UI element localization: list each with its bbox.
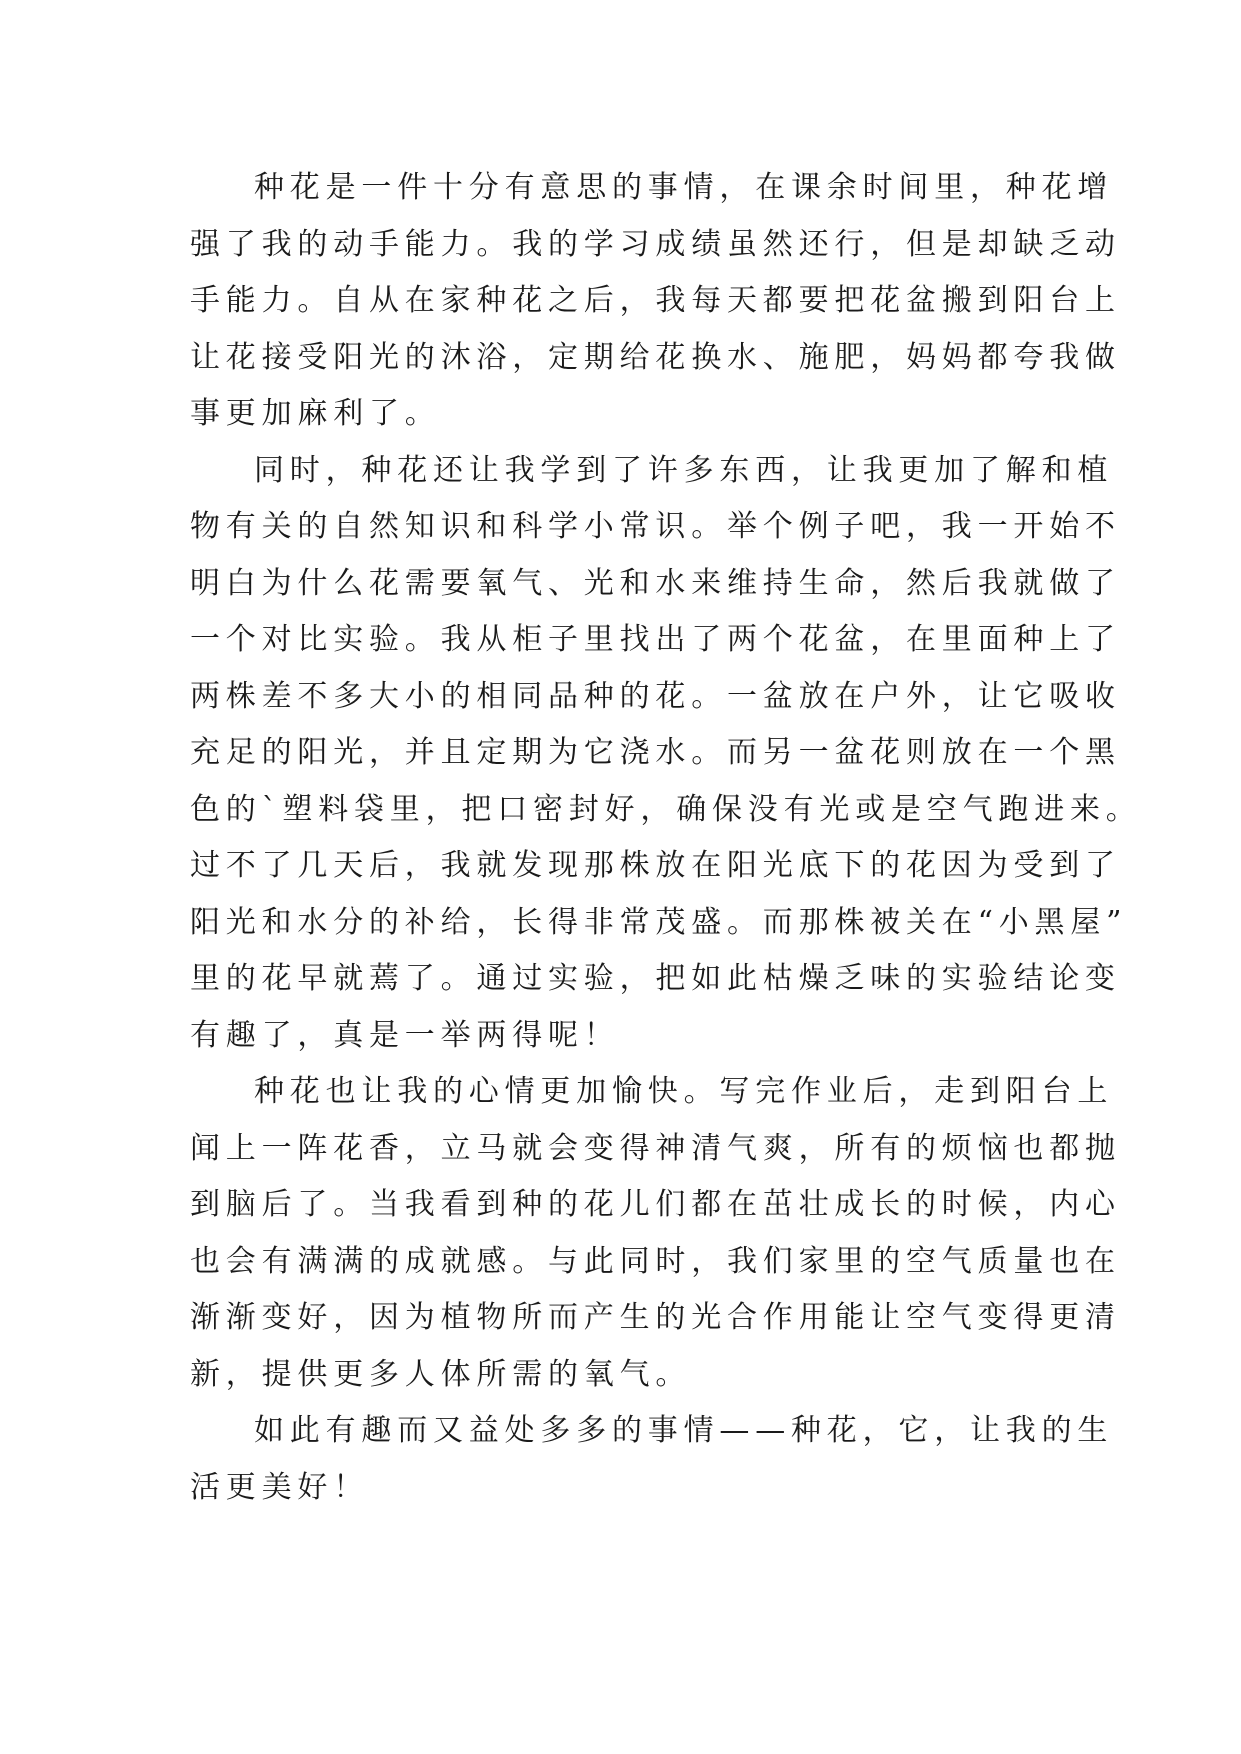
text-line: 物有关的自然知识和科学小常识。举个例子吧，我一开始不 xyxy=(190,509,1121,544)
text-line: 有趣了，真是一举两得呢！ xyxy=(190,1017,620,1053)
text-line: 事更加麻利了。 xyxy=(190,396,441,431)
text-line: 两株差不多大小的相同品种的花。一盆放在户外，让它吸收 xyxy=(190,678,1121,714)
text-line: 活更美好！ xyxy=(190,1469,369,1505)
text-line: 让花接受阳光的沐浴，定期给花换水、施肥，妈妈都夸我做 xyxy=(190,339,1121,375)
text-line: 阳光和水分的补给，长得非常茂盛。而那株被关在“小黑屋” xyxy=(190,904,1128,940)
text-line: 充足的阳光，并且定期为它浇水。而另一盆花则放在一个黑 xyxy=(190,735,1121,770)
paragraph-4 xyxy=(190,1403,1114,1516)
text-line: 到脑后了。当我看到种的花儿们都在茁壮成长的时候，内心 xyxy=(190,1187,1121,1222)
text-line: 过不了几天后，我就发现那株放在阳光底下的花因为受到了 xyxy=(190,848,1121,883)
text-line: 种花也让我的心情更加愉快。写完作业后，走到阳台上 xyxy=(254,1074,1114,1109)
text-line: 渐渐变好，因为植物所而产生的光合作用能让空气变得更清 xyxy=(190,1300,1121,1335)
text-line: 手能力。自从在家种花之后，我每天都要把花盆搬到阳台上 xyxy=(190,283,1121,318)
paragraph-1 xyxy=(190,160,1121,443)
text-line: 色的`塑料袋里，把口密封好，确保没有光或是空气跑进来。 xyxy=(190,791,1142,827)
paragraph-3 xyxy=(190,1064,1121,1403)
text-line: 强了我的动手能力。我的学习成绩虽然还行，但是却缺乏动 xyxy=(190,226,1121,262)
text-line: 种花是一件十分有意思的事情，在课余时间里，种花增 xyxy=(254,170,1114,205)
text-line: 闻上一阵花香，立马就会变得神清气爽，所有的烦恼也都抛 xyxy=(190,1130,1121,1166)
text-line: 如此有趣而又益处多多的事情——种花，它，让我的生 xyxy=(254,1413,1114,1448)
text-line: 也会有满满的成就感。与此同时，我们家里的空气质量也在 xyxy=(190,1243,1121,1279)
paragraph-2 xyxy=(190,443,1142,1065)
text-line: 同时，种花还让我学到了许多东西，让我更加了解和植 xyxy=(254,452,1114,488)
text-line: 一个对比实验。我从柜子里找出了两个花盆，在里面种上了 xyxy=(190,622,1121,657)
text-line: 新，提供更多人体所需的氧气。 xyxy=(190,1356,692,1392)
document-body xyxy=(190,160,1142,1516)
text-line: 里的花早就蔫了。通过实验，把如此枯燥乏味的实验结论变 xyxy=(190,961,1121,996)
text-line: 明白为什么花需要氧气、光和水来维持生命，然后我就做了 xyxy=(190,565,1121,601)
